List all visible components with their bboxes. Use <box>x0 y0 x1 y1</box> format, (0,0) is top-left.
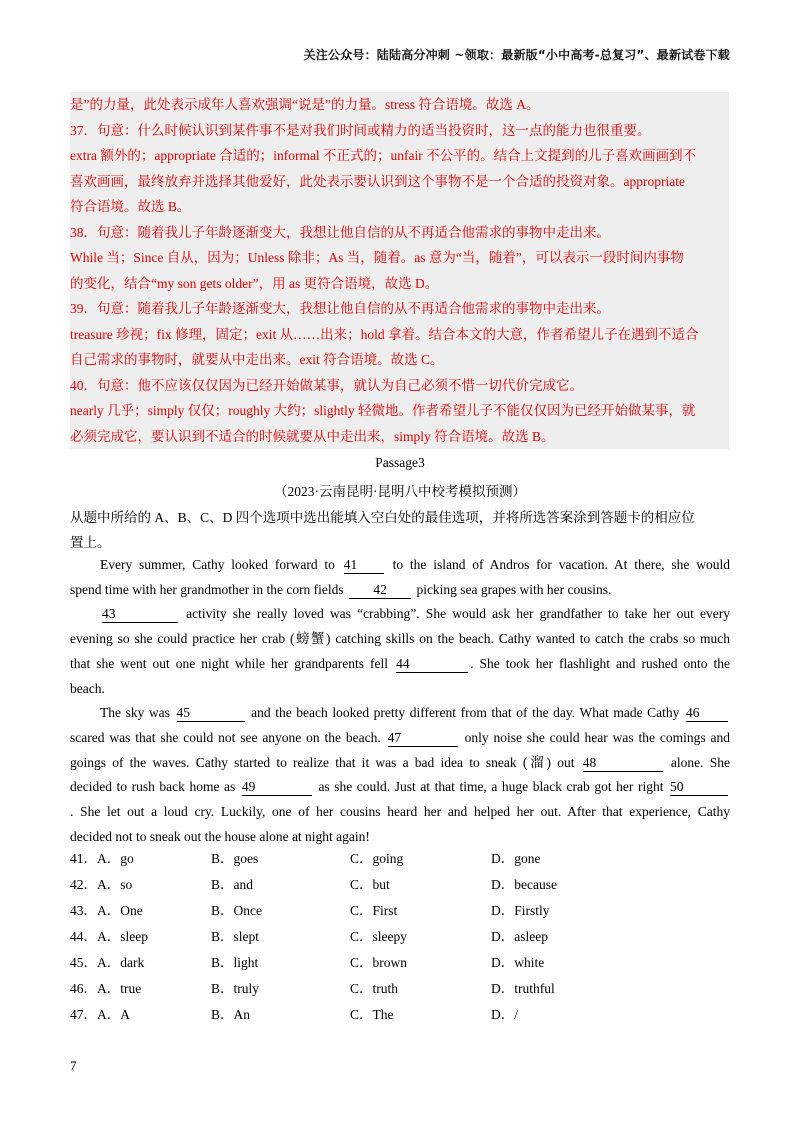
answer-line: nearly 几乎；simply 仅仅；roughly 大约；slightly 轻微地。作者希望儿子不能仅仅因为已经开始做某事，就 <box>70 403 696 418</box>
option-row <box>70 847 730 873</box>
option-c[interactable]: C．The <box>350 1007 394 1022</box>
passage-line: beach. <box>70 680 105 696</box>
answer-line: 自己需求的事物时，就要从中走出来。exit 符合语境。故选 C。 <box>70 352 444 367</box>
blank-41[interactable]: 41 <box>344 557 384 574</box>
answer-line: 40．句意：他不应该仅仅因为已经开始做某事，就认为自己必须不惜一切代价完成它。 <box>70 377 583 393</box>
answer-line: While 当；Since 自从，因为；Unless 除非；As 当，随着。as 意为“当，随着”，可以表示一段时间内事物 <box>70 250 684 265</box>
option-row <box>70 899 730 925</box>
blank-44[interactable]: 44 <box>396 656 468 673</box>
answer-line: 38．句意：随着我儿子年龄逐渐变大，我想让他自信的从不再适合他需求的事物中走出来。 <box>70 224 610 240</box>
answer-line: 符合语境。故选 B。 <box>70 199 191 214</box>
option-b[interactable]: B．and <box>211 877 253 892</box>
answer-explanations <box>70 92 729 449</box>
answer-line: 37．句意：什么时候认识到某件事不是对我们时间或精力的适当投资时，这一点的能力也很重要。 <box>70 122 651 138</box>
passage-line: spend time with her grandmother in the corn fields 42 picking sea grapes with her cousins. <box>70 581 612 597</box>
answer-line: 的变化，结合“my son gets older”，用 as 更符合语境，故选 D。 <box>70 275 439 291</box>
page-header: 关注公众号：陆陆高分冲刺 ~领取：最新版“小中高考-总复习”、最新试卷下载 <box>303 48 730 62</box>
option-d[interactable]: D．gone <box>491 851 541 866</box>
option-a[interactable]: 47．A．A <box>70 1007 130 1022</box>
passage-source: （2023·云南昆明·昆明八中校考模拟预测） <box>274 484 526 499</box>
option-b[interactable]: B．light <box>211 955 259 970</box>
option-b[interactable]: B．Once <box>211 903 262 918</box>
passage-line: that she went out one night while her grandparents fell 44 . She took her flashlight and rushed onto the <box>70 655 731 671</box>
option-d[interactable]: D．/ <box>491 1007 518 1022</box>
answer-line: 喜欢画画，最终放弃并选择其他爱好，此处表示要认识到这个事物不是一个合适的投资对象。appropriate <box>70 173 685 189</box>
instructions <box>70 505 735 555</box>
option-row <box>70 873 730 899</box>
option-row <box>70 925 730 951</box>
blank-43[interactable]: 43 <box>102 606 178 623</box>
blank-45[interactable]: 45 <box>177 705 245 722</box>
answer-line: 39．句意：随着我儿子年龄逐渐变大，我想让他自信的从不再适合他需求的事物中走出来。 <box>70 301 610 316</box>
blank-47[interactable]: 47 <box>388 730 458 747</box>
blank-48[interactable]: 48 <box>583 755 663 772</box>
page-number: 7 <box>70 1058 77 1073</box>
option-d[interactable]: D．white <box>491 955 545 970</box>
passage-line: goings of the waves. Cathy started to realize that it was a bad idea to sneak (溜) out 48 alone. She <box>70 754 730 770</box>
passage-line: decided to rush back home as 49 as she could. Just at that time, a huge black crab got her right 50 <box>70 775 730 800</box>
answer-line: extra 额外的；appropriate 合适的；informal 不正式的；unfair 不公平的。结合上文提到的儿子喜欢画画到不 <box>70 148 697 163</box>
option-a[interactable]: 41．A．go <box>70 851 134 866</box>
option-b[interactable]: B．slept <box>211 929 260 944</box>
instructions-line: 置上。 <box>70 535 111 550</box>
option-row <box>70 951 730 977</box>
option-c[interactable]: C．brown <box>350 955 407 970</box>
option-b[interactable]: B．An <box>211 1007 251 1022</box>
option-c[interactable]: C．going <box>350 851 404 866</box>
answer-line: 必须完成它，要认识到不适合的时候就要从中走出来，simply 符合语境。故选 B。 <box>70 428 555 444</box>
options-list <box>70 847 730 1029</box>
passage-line: scared was that she could not see anyone on the beach. 47 only noise she could hear was the comings and <box>70 729 731 745</box>
option-a[interactable]: 44．A．sleep <box>70 929 148 944</box>
option-d[interactable]: D．truthful <box>491 981 555 996</box>
passage-line: . She let out a loud cry. Luckily, one of her cousins heard her and helped her out. After that experience, Cathy <box>70 804 730 820</box>
option-c[interactable]: C．truth <box>350 981 399 996</box>
option-d[interactable]: D．Firstly <box>491 903 550 918</box>
passage-title: Passage3 <box>375 455 425 470</box>
passage-body <box>70 553 730 849</box>
blank-46[interactable]: 46 <box>686 705 728 722</box>
option-c[interactable]: C．sleepy <box>350 929 407 944</box>
option-c[interactable]: C．First <box>350 903 398 918</box>
answer-line: treasure 珍视；fix 修理，固定；exit 从……出来；hold 拿着。结合本文的大意，作者希望儿子在遇到不适合 <box>70 326 699 342</box>
option-b[interactable]: B．goes <box>211 851 259 866</box>
passage-line: Every summer, Cathy looked forward to 41 to the island of Andros for vacation. At there, she would <box>100 557 730 572</box>
option-a[interactable]: 42．A．so <box>70 877 133 892</box>
option-b[interactable]: B．truly <box>211 981 260 996</box>
passage-line: The sky was 45 and the beach looked pretty different from that of the day. What made Cathy 46 <box>70 701 730 726</box>
passage-line: decided not to sneak out the house alone at night again! <box>70 828 370 844</box>
option-c[interactable]: C．but <box>350 877 390 892</box>
passage-line: evening so she could practice her crab (螃蟹) catching skills on the beach. Cathy wanted to catch the crabs so much <box>70 631 730 647</box>
option-d[interactable]: D．because <box>491 877 557 892</box>
answer-line: 是”的力量，此处表示成年人喜欢强调“说是”的力量。stress 符合语境。故选 A。 <box>70 97 540 112</box>
option-row <box>70 1003 730 1029</box>
option-d[interactable]: D．asleep <box>491 929 548 944</box>
option-a[interactable]: 45．A．dark <box>70 955 145 970</box>
blank-49[interactable]: 49 <box>242 779 312 796</box>
passage-line: 43 activity she really loved was “crabbing”. She would ask her grandfather to take her out every <box>102 606 730 622</box>
option-row <box>70 977 730 1003</box>
instructions-line: 从题中所给的 A、B、C、D 四个选项中选出能填入空白处的最佳选项，并将所选答案涂到答题卡的相应位 <box>70 510 695 525</box>
blank-42[interactable]: 42 <box>349 582 411 599</box>
blank-50[interactable]: 50 <box>670 779 728 796</box>
option-a[interactable]: 43．A．One <box>70 903 143 918</box>
option-a[interactable]: 46．A．true <box>70 981 142 996</box>
